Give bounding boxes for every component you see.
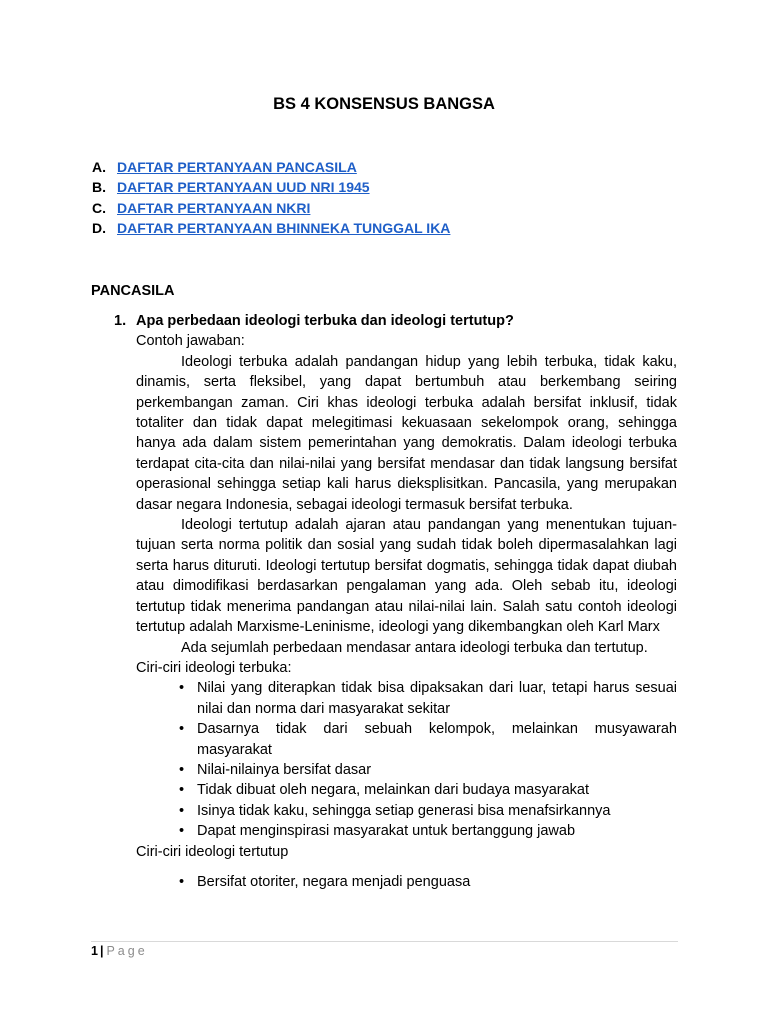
page-footer [91,943,148,959]
list-item-text: Isinya tidak kaku, sehingga setiap generasi bisa menafsirkannya [197,802,611,819]
bullet-icon: • [179,873,185,890]
toc-link-bhinneka[interactable]: DAFTAR PERTANYAAN BHINNEKA TUNGGAL IKA [117,220,451,237]
list-item [179,760,677,780]
list-item [179,678,677,719]
question-text: Apa perbedaan ideologi terbuka dan ideologi tertutup? [136,313,514,329]
bullet-icon: • [179,823,185,840]
toc-link-pancasila[interactable]: DAFTAR PERTANYAAN PANCASILA [117,159,357,175]
bullet-icon: • [179,721,185,738]
list-item-text: Dasarnya tidak dari sebuah kelompok, melainkan musyawarah masyarakat [197,721,677,758]
toc-letter: D. [92,220,106,237]
question-body [136,311,677,892]
table-of-contents [92,157,652,239]
toc-letter: C. [92,199,106,216]
footer-separator: | [99,944,104,958]
list-item [179,801,677,821]
list-item [179,872,677,892]
toc-item-a [92,157,652,177]
paragraph-open-ideology: Ideologi terbuka adalah pandangan hidup yang lebih terbuka, tidak kaku, dinamis, serta fleksibel, yang dapat bertumbuh atau berkembang seiring perkembangan zaman. Ciri khas ideologi terbuka adalah bersifat inklusif, tidak totaliter dan tidak dapat melegitimasi kekuasaan sekelompok orang, sehingga hanya ada dalam sistem pemerintahan yang demokratis. Dalam ideologi terbuka terdapat cita-cita dan nilai-nilai yang bersifat mendasar dan tidak langsung bersifat operasional sehingga setiap kali harus dieksplisitkan. Pancasila, yang merupakan dasar negara Indonesia, sebagai ideologi termasuk bersifat terbuka. [136,353,677,513]
list-item-text: Dapat menginspirasi masyarakat untuk bertanggung jawab [197,823,576,840]
footer-divider [91,941,678,942]
closed-traits-label: Ciri-ciri ideologi tertutup [136,843,289,860]
closed-traits-list [136,872,677,892]
list-item-text: Nilai-nilainya bersifat dasar [197,761,372,778]
bullet-icon: • [179,680,185,697]
bullet-icon: • [179,802,185,819]
open-traits-label: Ciri-ciri ideologi terbuka: [136,659,292,676]
list-item-text: Bersifat otoriter, negara menjadi penguasa [197,873,471,890]
list-item [179,780,677,800]
bullet-icon: • [179,761,185,778]
toc-item-d [92,218,652,238]
bullet-icon: • [179,782,185,799]
page-number: 1 [91,944,98,958]
toc-letter: B. [92,179,106,196]
toc-item-c [92,198,652,218]
toc-link-nkri[interactable]: DAFTAR PERTANYAAN NKRI [117,199,311,216]
toc-item-b [92,177,652,197]
toc-link-uud[interactable]: DAFTAR PERTANYAAN UUD NRI 1945 [117,179,370,196]
section-heading: PANCASILA [91,283,175,299]
open-traits-list [136,678,677,841]
answer-label: Contoh jawaban: [136,333,245,350]
list-item-text: Nilai yang diterapkan tidak bisa dipaksakan dari luar, tetapi harus sesuai nilai dan norma dari masyarakat sekitar [197,680,677,717]
paragraph-differences: Ada sejumlah perbedaan mendasar antara ideologi terbuka dan tertutup. [181,639,648,656]
page-word: Page [106,944,148,958]
list-item [179,821,677,841]
paragraph-closed-ideology: Ideologi tertutup adalah ajaran atau pandangan yang menentukan tujuan-tujuan serta norma politik dan sosial yang sudah tidak boleh dipermasalahkan lagi serta harus dituruti. Ideologi tertutup bersifat dogmatis, sehingga tidak dapat diubah atau dimodifikasi berdasarkan pengalaman yang ada. Oleh sebab itu, ideologi tertutup tidak menerima pandangan atau nilai-nilai lain. Salah satu contoh ideologi tertutup adalah Marxisme-Leninisme, ideologi yang dikembangkan oleh Karl Marx [136,517,677,636]
toc-letter: A. [92,159,106,175]
question-number: 1. [114,313,127,329]
document-title: BS 4 KONSENSUS BANGSA [273,95,495,113]
list-item-text: Tidak dibuat oleh negara, melainkan dari budaya masyarakat [197,782,590,799]
list-item [179,719,677,760]
